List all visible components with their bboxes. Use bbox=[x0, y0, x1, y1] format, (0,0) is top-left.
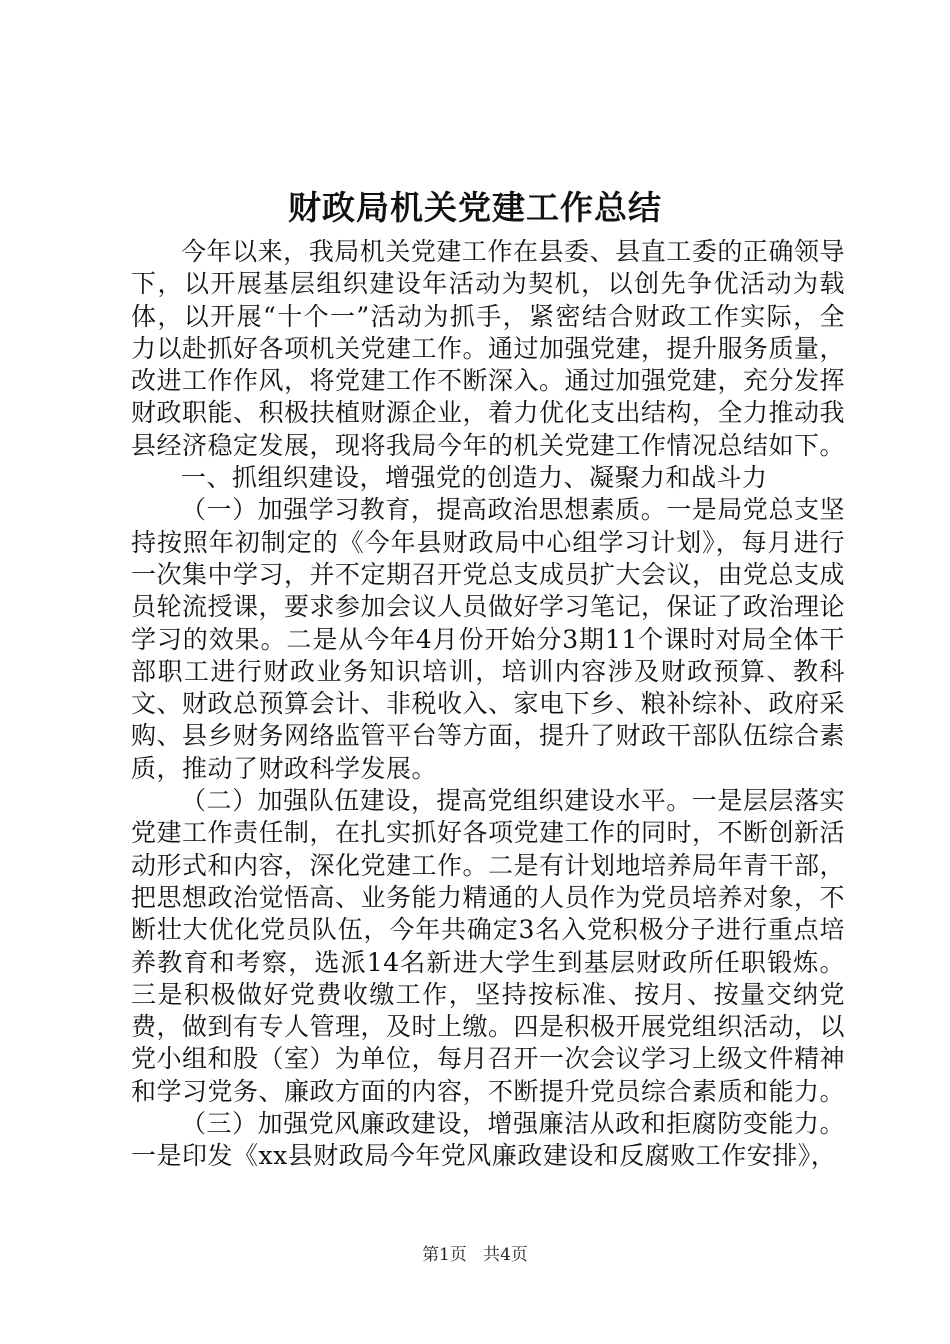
page-number: 第1页 bbox=[422, 1245, 467, 1265]
intro-paragraph: 今年以来，我局机关党建工作在县委、县直工委的正确领导下，以开展基层组织建设年活动为契机，以创先争优活动为载体，以开展“十个一”活动为抓手，紧密结合财政工作实际，全力以赴抓好各项机关党建工作。通过加强党建，提升服务质量，改进工作作风，将党建工作不断深入。通过加强党建，充分发挥财政职能、积极扶植财源企业，着力优化支出结构，全力推动我县经济稳定发展，现将我局今年的机关党建工作情况总结如下。 bbox=[131, 237, 846, 460]
page-spacer bbox=[472, 1245, 477, 1265]
subsection-paragraph-2: （二）加强队伍建设，提高党组织建设水平。一是层层落实党建工作责任制，在扎实抓好各项党建工作的同时，不断创新活动形式和内容，深化党建工作。二是有计划地培养局年青干部，把思想政治觉悟高、业务能力精通的人员作为党员培养对象，不断壮大优化党员队伍，今年共确定3名入党积极分子进行重点培养教育和考察，选派14名新进大学生到基层财政所任职锻炼。三是积极做好党费收缴工作，坚持按标准、按月、按量交纳党费，做到有专人管理，及时上缴。四是积极开展党组织活动，以党小组和股（室）为单位，每月召开一次会议学习上级文件精神和学习党务、廉政方面的内容，不断提升党员综合素质和能力。 bbox=[131, 786, 846, 1106]
page-footer bbox=[0, 1244, 950, 1266]
subsection-paragraph-3: （三）加强党风廉政建设，增强廉洁从政和拒腐防变能力。一是印发《xx县财政局今年党风廉政建设和反腐败工作安排》， bbox=[131, 1109, 845, 1171]
page-total: 共4页 bbox=[483, 1245, 528, 1265]
subsection-paragraph-1: （一）加强学习教育，提高政治思想素质。一是局党总支坚持按照年初制定的《今年县财政局中心组学习计划》，每月进行一次集中学习，并不定期召开党总支成员扩大会议，由党总支成员轮流授课，要求参加会议人员做好学习笔记，保证了政治理论学习的效果。二是从今年4月份开始分3期11个课时对局全体干部职工进行财政业务知识培训，培训内容涉及财政预算、教科文、财政总预算会计、非税收入、家电下乡、粮补综补、政府采购、县乡财务网络监管平台等方面，提升了财政干部队伍综合素质，推动了财政科学发展。 bbox=[131, 495, 846, 783]
document-body bbox=[131, 236, 845, 1173]
section-heading-1: 一、抓组织建设，增强党的创造力、凝聚力和战斗力 bbox=[181, 463, 768, 493]
document-title: 财政局机关党建工作总结 bbox=[288, 188, 662, 227]
